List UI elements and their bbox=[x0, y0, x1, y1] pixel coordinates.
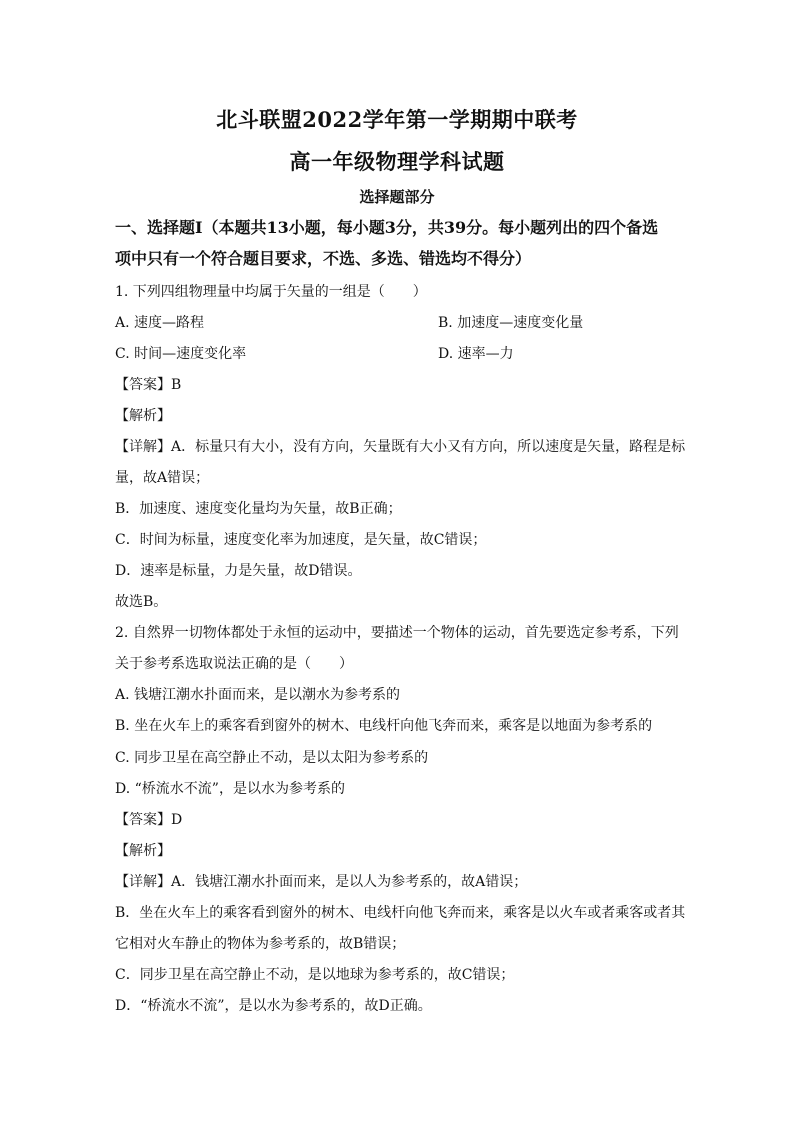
q1-answer: 【答案】B bbox=[115, 377, 182, 393]
q1-detail-line5: D．速率是标量，力是矢量，故D错误。 bbox=[115, 563, 362, 579]
q2-analysis-label: 【解析】 bbox=[115, 843, 171, 859]
exam-subtitle: 高一年级物理学科试题 bbox=[289, 149, 505, 174]
q1-option-d: D. 速率—力 bbox=[438, 346, 514, 362]
q1-detail-line1: 【详解】A．标量只有大小，没有方向，矢量既有大小又有方向，所以速度是矢量，路程是标 bbox=[115, 439, 686, 455]
q2-stem-line2: 关于参考系选取说法正确的是（ ） bbox=[115, 656, 353, 672]
q2-detail-line3: 它相对火车静止的物体为参考系的，故B错误； bbox=[115, 936, 406, 952]
q1-option-a: A. 速度—路程 bbox=[115, 315, 205, 331]
q1-detail-line3: B．加速度、速度变化量均为矢量，故B正确； bbox=[115, 501, 402, 517]
section-heading-line1: 一、选择题Ⅰ（本题共13小题，每小题3分，共39分。每小题列出的四个备选 bbox=[115, 218, 659, 237]
q2-detail-line2: B．坐在火车上的乘客看到窗外的树木、电线杆向他飞奔而来，乘客是以火车或者乘客或者其 bbox=[115, 905, 686, 921]
q1-option-c: C. 时间—速度变化率 bbox=[115, 346, 247, 362]
q2-answer: 【答案】D bbox=[115, 812, 183, 828]
section-heading-line2: 项中只有一个符合题目要求，不选、多选、错选均不得分） bbox=[115, 249, 532, 268]
q1-stem: 1. 下列四组物理量中均属于矢量的一组是（ ） bbox=[115, 284, 427, 300]
q1-analysis-label: 【解析】 bbox=[115, 408, 171, 424]
q1-detail-line4: C．时间为标量，速度变化率为加速度，是矢量，故C错误； bbox=[115, 532, 487, 548]
q2-detail-line1: 【详解】A．钱塘江潮水扑面而来，是以人为参考系的，故A错误； bbox=[115, 874, 528, 890]
q1-conclusion: 故选B。 bbox=[115, 594, 168, 610]
exam-title: 北斗联盟2022学年第一学期期中联考 bbox=[216, 107, 578, 132]
q1-option-b: B. 加速度—速度变化量 bbox=[438, 315, 584, 331]
part-heading: 选择题部分 bbox=[359, 188, 435, 206]
q2-option-b: B. 坐在火车上的乘客看到窗外的树木、电线杆向他飞奔而来，乘客是以地面为参考系的 bbox=[115, 718, 653, 734]
q2-option-c: C. 同步卫星在高空静止不动，是以太阳为参考系的 bbox=[115, 750, 429, 766]
q2-detail-line5: D．“桥流水不流”，是以水为参考系的，故D正确。 bbox=[115, 998, 432, 1014]
q1-detail-line2: 量，故A错误； bbox=[115, 470, 210, 486]
q2-detail-line4: C．同步卫星在高空静止不动，是以地球为参考系的，故C错误； bbox=[115, 967, 515, 983]
q2-stem-line1: 2. 自然界一切物体都处于永恒的运动中，要描述一个物体的运动，首先要选定参考系，下列 bbox=[115, 625, 679, 641]
q2-option-a: A. 钱塘江潮水扑面而来，是以潮水为参考系的 bbox=[115, 687, 401, 703]
q2-option-d: D. “桥流水不流”，是以水为参考系的 bbox=[115, 781, 345, 797]
